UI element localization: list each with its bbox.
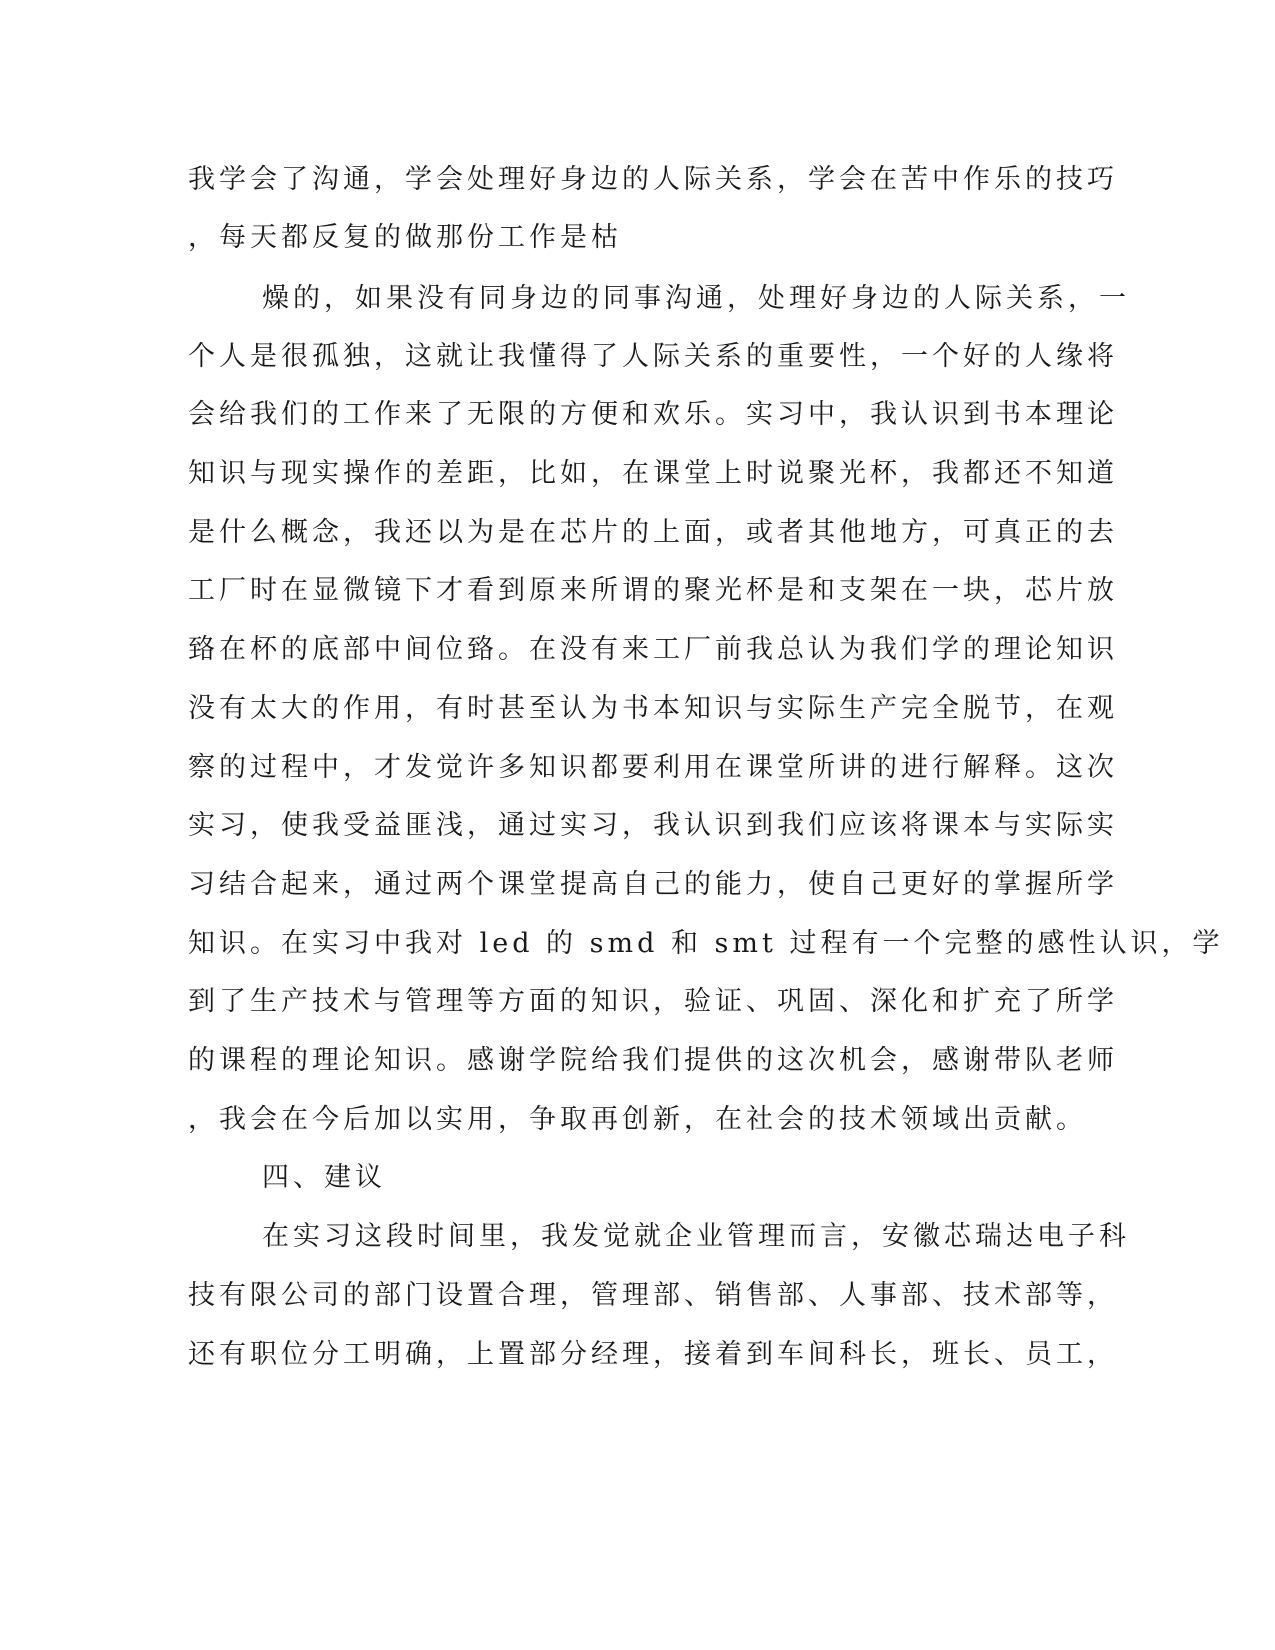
text-line-14: 知识。在实习中我对 led 的 smd 和 smt 过程有一个完整的感性认识，学 [188,928,1224,959]
text-line-7: 是什么概念，我还以为是在芯片的上面，或者其他地方，可真正的去 [188,517,1118,548]
text-line-15: 到了生产技术与管理等方面的知识，验证、巩固、深化和扩充了所学 [188,986,1118,1017]
text-line-16: 的课程的理论知识。感谢学院给我们提供的这次机会，感谢带队老师 [188,1045,1118,1076]
text-line-2: ，每天都反复的做那份工作是枯 [188,222,622,253]
text-line-20: 技有限公司的部门设置合理，管理部、销售部、人事部、技术部等， [188,1280,1118,1311]
text-line-4: 个人是很孤独，这就让我懂得了人际关系的重要性，一个好的人缘将 [188,341,1118,372]
paragraph-start-line: 燥的，如果没有同身边的同事沟通，处理好身边的人际关系，一 [262,283,1130,314]
text-line-1: 我学会了沟通，学会处理好身边的人际关系，学会在苦中作乐的技巧 [188,164,1118,195]
text-line-6: 知识与现实操作的差距，比如，在课堂上时说聚光杯，我都还不知道 [188,458,1118,489]
text-line-9: 臵在杯的底部中间位臵。在没有来工厂前我总认为我们学的理论知识 [188,634,1118,665]
text-line-21: 还有职位分工明确，上置部分经理，接着到车间科长，班长、员工， [188,1339,1118,1370]
text-line-13: 习结合起来，通过两个课堂提高自己的能力，使自己更好的掌握所学 [188,869,1118,900]
text-line-17: ，我会在今后加以实用，争取再创新，在社会的技术领域出贡献。 [188,1104,1087,1135]
paragraph-start-line: 在实习这段时间里，我发觉就企业管理而言，安徽芯瑞达电子科 [262,1221,1130,1252]
text-line-5: 会给我们的工作来了无限的方便和欢乐。实习中，我认识到书本理论 [188,399,1118,430]
text-line-8: 工厂时在显微镜下才看到原来所谓的聚光杯是和支架在一块，芯片放 [188,575,1118,606]
text-line-10: 没有太大的作用，有时甚至认为书本知识与实际生产完全脱节，在观 [188,693,1118,724]
text-line-11: 察的过程中，才发觉许多知识都要利用在课堂所讲的进行解释。这次 [188,752,1118,783]
text-line-12: 实习，使我受益匪浅，通过实习，我认识到我们应该将课本与实际实 [188,810,1118,841]
section-heading: 四、建议 [262,1162,386,1193]
